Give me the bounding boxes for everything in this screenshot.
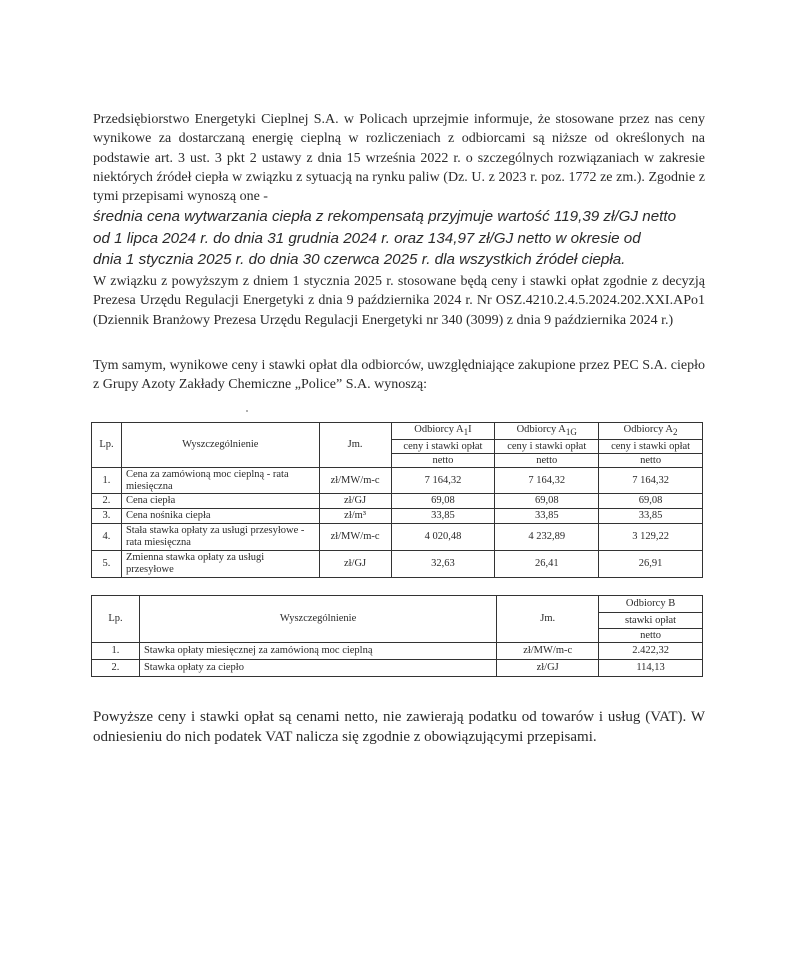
netto-a2: netto [599,454,703,468]
group-a1i-name: Odbiorcy A [414,423,464,435]
row-lp: 4. [92,524,122,551]
group-a1g-sub: 1G [565,427,577,438]
row-unit: zł/GJ [497,660,599,677]
header-lp: Lp. [92,596,140,643]
italic-line-1: średnia cena wytwarzania ciepła z rekompensatą przyjmuje wartość 119,39 zł/GJ netto [93,208,677,226]
intro-text: Przedsiębiorstwo Energetyki Cieplnej S.A. w Policach uprzejmie informuje, że stosowane przez nas ceny wynikowe za dostarczaną energię cieplną w rozliczeniach z odbiorcami są niższe od określonych na podstawie art. 3 ust. 3 pkt 2 ustawy z dnia 15 września 2022 r. o szczególnych rozwiązaniach w zakresie niektórych źródeł ciepła w związku z sytuacją na rynku paliw (Dz. U. z 2023 r. poz. 1772 ze zm.). Zgodnie z tymi przepisami wynoszą one - [93,112,705,205]
prices-intro-paragraph: Tym samym, wynikowe ceny i stawki opłat dla odbiorców, uwzględniające zakupione przez PEC S.A. ciepło z Grupy Azoty Zakłady Chemiczne „Police” S.A. wynoszą: [93,358,705,393]
row-a1g: 26,41 [495,551,599,578]
row-a1i: 33,85 [391,509,495,524]
table-row [92,643,703,660]
row-lp: 1. [92,468,122,494]
row-a1i: 4 020,48 [391,524,495,551]
row-lp: 3. [92,509,122,524]
row-b: 2.422,32 [599,643,703,660]
row-unit: zł/m³ [319,509,391,524]
row-b: 114,13 [599,660,703,677]
row-unit: zł/GJ [319,551,391,578]
row-a1g: 4 232,89 [495,524,599,551]
group-a1i-suffix: I [468,423,472,435]
row-unit: zł/MW/m-c [319,524,391,551]
group-a1i-sub: 1 [463,427,469,438]
row-unit: zł/MW/m-c [319,468,391,494]
table-row [92,524,703,551]
row-item: Stała stawka opłaty za usługi przesyłowe - rata miesięczna [121,524,319,551]
row-item: Stawka opłaty miesięcznej za zamówioną moc cieplną [139,643,496,660]
row-unit: zł/GJ [319,494,391,509]
intro-paragraph [93,110,705,270]
header-group-b: Odbiorcy B [599,596,703,613]
header-unit: Jm. [319,423,391,468]
row-a1i: 69,08 [391,494,495,509]
row-item: Cena ciepła [121,494,319,509]
row-item: Cena za zamówioną moc cieplną - rata miesięczna [121,468,319,494]
row-a2: 69,08 [599,494,703,509]
table-row [92,551,703,578]
header-group-a1g [495,423,599,440]
row-lp: 2. [92,494,122,509]
row-unit: zł/MW/m-c [497,643,599,660]
scan-speck [246,410,248,412]
header-lp: Lp. [92,423,122,468]
row-a1g: 7 164,32 [495,468,599,494]
price-label-a1i: ceny i stawki opłat [391,440,495,454]
netto-b: netto [599,629,703,643]
row-a1g: 33,85 [495,509,599,524]
row-a2: 3 129,22 [599,524,703,551]
header-item: Wyszczególnienie [121,423,319,468]
row-lp: 2. [92,660,140,677]
group-a1g-name: Odbiorcy A [516,423,566,435]
row-a2: 26,91 [599,551,703,578]
row-item: Stawka opłaty za ciepło [139,660,496,677]
group-a2-sub: 2 [672,427,678,438]
header-group-a2 [599,423,703,440]
header-item: Wyszczególnienie [139,596,496,643]
header-group-a1i [391,423,495,440]
row-lp: 5. [92,551,122,578]
row-item: Cena nośnika ciepła [121,509,319,524]
table-row [92,660,703,677]
price-label-a2: ceny i stawki opłat [599,440,703,454]
header-unit: Jm. [497,596,599,643]
decision-paragraph: W związku z powyższym z dniem 1 stycznia 2025 r. stosowane będą ceny i stawki opłat zgodnie z decyzją Prezesa Urzędu Regulacji Energetyki z dnia 9 października 2024 r. Nr OSZ.4210.2.4.5.2024.202.XXI.APo1 (Dziennik Branżowy Prezesa Urzędu Regulacji Energetyki nr 340 (3099) z dnia 9 października 2024 r.) [93,274,705,328]
table-row [92,509,703,524]
price-label-b: stawki opłat [599,613,703,629]
group-a2-name: Odbiorcy A [623,423,673,435]
row-a1i: 32,63 [391,551,495,578]
netto-a1g: netto [495,454,599,468]
italic-line-2: od 1 lipca 2024 r. do dnia 31 grudnia 2024 r. oraz 134,97 zł/GJ netto w okresie od [93,229,641,247]
tariff-table-a [91,422,703,578]
table-row [92,494,703,509]
row-a2: 33,85 [599,509,703,524]
italic-line-3: dnia 1 stycznia 2025 r. do dnia 30 czerwca 2025 r. dla wszystkich źródeł ciepła. [93,250,626,268]
table-row [92,468,703,494]
price-label-a1g: ceny i stawki opłat [495,440,599,454]
row-a1g: 69,08 [495,494,599,509]
tariff-table-b [91,595,703,677]
row-a1i: 7 164,32 [391,468,495,494]
row-item: Zmienna stawka opłaty za usługi przesyłowe [121,551,319,578]
netto-a1i: netto [391,454,495,468]
vat-note-paragraph: Powyższe ceny i stawki opłat są cenami netto, nie zawierają podatku od towarów i usług (VAT). W odniesieniu do nich podatek VAT nalicza się zgodnie z obowiązującymi przepisami. [93,709,705,745]
row-lp: 1. [92,643,140,660]
row-a2: 7 164,32 [599,468,703,494]
